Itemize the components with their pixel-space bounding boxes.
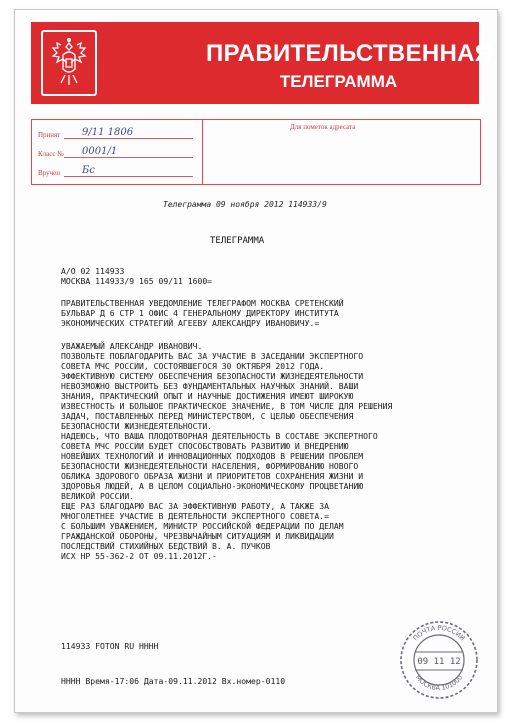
- body-line: ПОЗВОЛЬТЕ ПОБЛАГОДАРИТЬ ВАС ЗА УЧАСТИЕ В ЗАСЕДАНИИ ЭКСПЕРТНОГО: [61, 351, 364, 361]
- service-marks-label: Для пометок адресата: [290, 123, 356, 131]
- received-field: [38, 125, 193, 141]
- body-line: НОВЕЙШИХ ТЕХНОЛОГИЙ И ИННОВАЦИОННЫХ ПОДХОДОВ В РЕШЕНИИ ПРОБЛЕМ: [61, 451, 364, 461]
- body-line: СОВЕТА МЧС РОССИИ, СОСТОЯВШЕГОСЯ 30 ОКТЯБРЯ 2012 ГОДА.: [61, 361, 325, 371]
- double-headed-eagle-icon: [47, 37, 91, 89]
- body-line: ГРАЖДАНСКОЙ ОБОРОНЫ, ЧРЕЗВЫЧАЙНЫМ СИТУАЦИЯМ И ЛИКВИДАЦИИ: [61, 531, 334, 541]
- body-line: БЕЗОПАСНОСТИ ЖИЗНЕДЕЯТЕЛЬНОСТИ НАСЕЛЕНИЯ, ФОРМИРОВАНИЮ НОВОГО: [61, 461, 359, 471]
- route-line: МОСКВА 114933/9 165 09/11 1600=: [61, 276, 213, 286]
- delivered-field: [38, 163, 193, 179]
- received-handwriting: 9/11 1806: [82, 127, 134, 138]
- body-line: ЗАДАЧ, ПОСТАВЛЕННЫХ ПЕРЕД МИНИСТЕРСТВОМ, С ЦЕЛЬЮ ОБЕСПЕЧЕНИЯ: [61, 411, 354, 421]
- stamp-date: 09 11 12: [417, 657, 461, 667]
- body-line: НАДЕЮСЬ, ЧТО ВАША ПЛОДОТВОРНАЯ ДЕЯТЕЛЬНОСТЬ В СОСТАВЕ ЭКСПЕРТНОГО: [61, 431, 378, 441]
- body-line: ЕЩЕ РАЗ БЛАГОДАРЮ ВАС ЗА ЭФФЕКТИВНУЮ РАБОТУ, А ТАКЖЕ ЗА: [61, 501, 330, 511]
- body-line: БЕЗОПАСНОСТИ ЖИЗНЕДЕЯТЕЛЬНОСТИ.: [61, 421, 213, 431]
- telegram-header-banner: [31, 22, 493, 104]
- body-line: ИЗВЕСТНОСТЬ И БОЛЬШОЕ ПРАКТИЧЕСКОЕ ЗНАЧЕНИЕ, В ТОМ ЧИСЛЕ ДЛЯ РЕШЕНИЯ: [61, 401, 393, 411]
- telegram-date-line: Телеграмма 09 ноября 2012 114933/9: [163, 200, 327, 209]
- service-form-fields: [32, 120, 203, 184]
- body-line: С БОЛЬШИМ УВАЖЕНИЕМ, МИНИСТР РОССИЙСКОЙ ФЕДЕРАЦИИ ПО ДЕЛАМ: [61, 521, 344, 531]
- service-form: [31, 119, 481, 185]
- body-line: СОВЕТА МЧС РОССИИ БУДЕТ СПОСОБСТВОВАТЬ РАЗВИТИЮ И ВНЕДРЕНИЮ: [61, 441, 349, 451]
- footer-received-info: НННН Время-17:06 Дата-09.11.2012 Вх.номер-0110: [61, 676, 286, 686]
- body-line: ЗНАНИЯ, ПРАКТИЧЕСКИЙ ОПЫТ И НАУЧНЫЕ ДОСТИЖЕНИЯ ИМЕЮТ ШИРОКУЮ: [61, 391, 354, 401]
- body-line: ВЕЛИКОЙ РОССИИ.: [61, 491, 135, 501]
- telegram-sheet: [14, 9, 498, 713]
- received-label: Принят: [38, 131, 61, 139]
- stamp-bottom-text: МОСКВА 101000: [413, 673, 465, 693]
- delivered-handwriting: Бс: [82, 165, 95, 176]
- number-label: Класс №: [38, 150, 64, 158]
- body-line: ИСХ НР 55-362-2 ОТ 09.11.2012Г.-: [61, 551, 217, 561]
- body-line: НЕВОЗМОЖНО ВЫСТРОИТЬ БЕЗ ФУНДАМЕНТАЛЬНЫХ НАУЧНЫХ ЗНАНИЙ. ВАШИ: [61, 381, 359, 391]
- number-field: [38, 144, 193, 160]
- address-line: ПРАВИТЕЛЬСТВЕННАЯ УВЕДОМЛЕНИЕ ТЕЛЕГРАФОМ МОСКВА СРЕТЕНСКИЙ: [61, 298, 344, 308]
- footer-callsign: 114933 FOTON RU НННН: [61, 641, 159, 651]
- body-line: ПОСЛЕДСТВИЙ СТИХИЙНЫХ БЕДСТВИЙ В. А. ПУЧКОВ: [61, 541, 271, 551]
- body-line: МНОГОЛЕТНЕЕ УЧАСТИЕ В ДЕЯТЕЛЬНОСТИ ЭКСПЕРТНОГО СОВЕТА.=: [61, 511, 330, 521]
- banner-subtitle: ТЕЛЕГРАММА: [279, 72, 398, 91]
- stamp-top-text: ПОЧТА РОССИИ: [411, 623, 467, 643]
- body-line: ЭФФЕКТИВНУЮ СИСТЕМУ ОБЕСПЕЧЕНИЯ БЕЗОПАСНОСТИ ЖИЗНЕДЕЯТЕЛЬНОСТИ: [61, 371, 364, 381]
- postmark-stamp: [397, 618, 481, 702]
- body-line: ОБЛИКА ЗДОРОВОГО ОБРАЗА ЖИЗНИ И ПРИОРИТЕТОВ СОХРАНЕНИЯ ЖИЗНИ И: [61, 471, 364, 481]
- route-line: А/О 02 114933: [61, 266, 125, 276]
- body-line: УВАЖАЕМЫЙ АЛЕКСАНДР ИВАНОВИЧ.: [61, 341, 203, 351]
- number-handwriting: 0001/1: [82, 146, 118, 157]
- address-line: БУЛЬВАР Д 6 СТР 1 ОФИС 4 ГЕНЕРАЛЬНОМУ ДИРЕКТОРУ ИНСТИТУТА: [61, 308, 339, 318]
- delivered-label: Вручен: [38, 169, 60, 177]
- emblem-frame: [41, 30, 97, 96]
- banner-title: ПРАВИТЕЛЬСТВЕННАЯ: [206, 40, 493, 67]
- address-line: ЭКОНОМИЧЕСКИХ СТРАТЕГИЙ АГЕЕВУ АЛЕКСАНДРУ ИВАНОВИЧУ.=: [61, 318, 320, 328]
- telegram-heading: ТЕЛЕГРАММА: [210, 236, 265, 246]
- body-line: ЗДОРОВЬЯ ЛЮДЕЙ, А В ЦЕЛОМ СОЦИАЛЬНО-ЭКОНОМИЧЕСКОМУ ПРОЦВЕТАНИЮ: [61, 481, 364, 491]
